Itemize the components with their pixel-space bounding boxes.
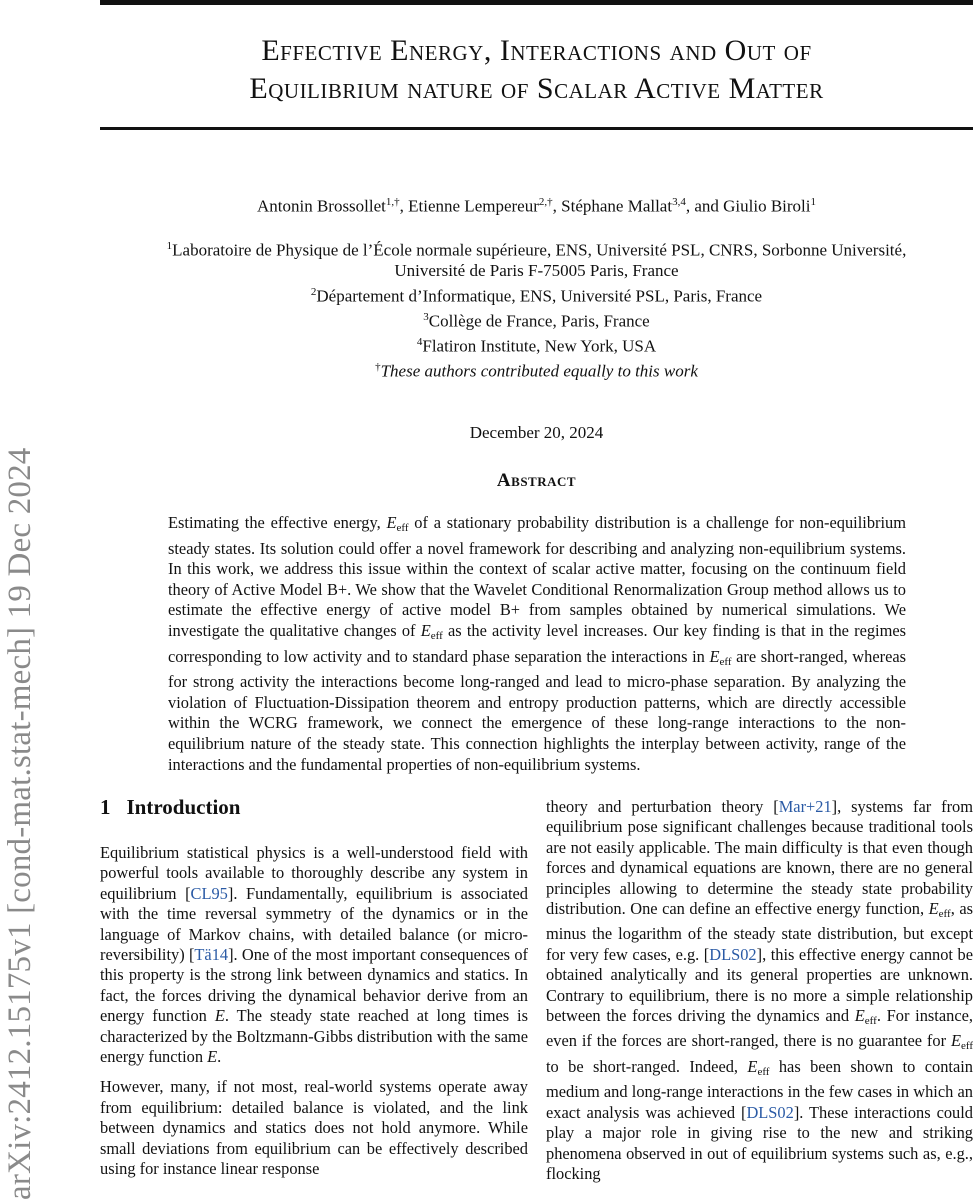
body-text: Equilibrium statistical physics is a well-understood field with powerful tools available to thoroughly describe any system in equilibrium [ (100, 843, 528, 903)
math-e-eff (854, 1006, 877, 1028)
body-text: . The steady state reached at long times is characterized by the Boltzmann-Gibbs distribution with the same energy function (100, 1006, 528, 1067)
affiliation-text: Laboratoire de Physique de l’École normale supérieure, ENS, Université PSL, CNRS, Sorbonne Université, (172, 240, 907, 260)
abstract-heading: Abstract (496, 470, 577, 491)
citation-link[interactable]: Mar+21 (778, 797, 832, 816)
math-subscript: eff (960, 1040, 973, 1053)
affiliation-mark: 1 (166, 240, 173, 252)
intro-paragraph-2-cont (546, 797, 973, 1184)
body-text: ], systems far from equilibrium pose significant challenges because traditional tools are not easily applicable. The main difficulty is that even though forces and dynamical equations are known, there are no general principles allowing to determine the steady state probability distribution. One can define an effective energy function, (546, 797, 973, 919)
abstract-body (168, 513, 906, 775)
body-text: ]. Fundamentally, equilibrium is associated with the time reversal symmetry of the dynamics or in the language of Markov chains, with detailed balance (or micro-reversibility) [ (100, 883, 528, 965)
math-symbol: E (207, 1047, 218, 1067)
abstract-text: as the activity level increases. Our key finding is that in the regimes corresponding to low activity and to standard phase separation the interactions in (168, 620, 907, 666)
math-subscript: eff (938, 908, 951, 921)
math-symbol: E (950, 1031, 961, 1051)
publication-date: December 20, 2024 (469, 423, 604, 442)
affiliation-1-cont: Université de Paris F-75005 Paris, France (394, 261, 679, 281)
body-text: ], this effective energy cannot be obtained analytically and its general properties are unknown. Contrary to equilibrium, there is no more a simple relationship between the forces driving the dynamics and (546, 944, 973, 1026)
affiliation-mark: 3 (423, 310, 429, 323)
math-symbol: E (709, 646, 720, 666)
body-text: . (217, 1047, 222, 1067)
author-affil-mark: 3,4 (672, 196, 686, 208)
section-title: Introduction (126, 795, 241, 819)
abstract-text: of a stationary probability distribution is a challenge for non-equilibrium steady states. Its solution could offer a novel framework for describing and analyzing non-equilibrium systems. In this work, we address this issue within the context of scalar active matter, focusing on the continuum field theory of Active Model B+. We show that the Wavelet Conditional Renormalization Group method allows us to estimate the effective energy of active model B+ from samples obtained by numerical simulations. We investigate the qualitative changes of (168, 513, 906, 640)
equal-contribution-note (100, 357, 973, 382)
math-e-eff (387, 513, 409, 532)
affiliation-4 (100, 332, 973, 357)
affiliation-1 (100, 236, 973, 261)
footnote-text: These authors contributed equally to this work (380, 361, 698, 381)
intro-left-column (100, 843, 528, 1190)
math-subscript: eff (430, 629, 443, 642)
author-separator: , (399, 196, 409, 216)
body-text: has been shown to contain medium and long-range interactions in the few cases in which an exact analysis was achieved [ (546, 1056, 973, 1122)
abstract-text: Estimating the effective energy, (168, 513, 387, 532)
author-name: Giulio Biroli (723, 196, 811, 216)
section-number: 1 (100, 795, 111, 819)
intro-paragraph-1 (100, 843, 528, 1067)
author-name: Stéphane Mallat (561, 196, 673, 216)
citation-link[interactable]: Tä14 (194, 945, 229, 965)
math-e-eff (421, 621, 443, 640)
title-rule-bottom (100, 127, 973, 130)
title-line-1: Effective Energy, Interactions and Out of (261, 34, 812, 67)
body-text: , as minus the logarithm of the steady state distribution, but except for very few cases, e.g. [ (546, 899, 973, 964)
author-name: Antonin Brossollet (256, 196, 386, 216)
arxiv-id-text: arXiv:2412.15175v1 [cond-mat.stat-mech] 19 Dec 2024 (2, 447, 38, 1200)
title-line-2: Equilibrium nature of Scalar Active Matter (249, 72, 824, 105)
affiliation-text: Collège de France, Paris, France (428, 311, 650, 331)
footnote-mark: † (375, 361, 381, 374)
paper-title (100, 32, 973, 108)
affiliation-text: Département d’Informatique, ENS, Université PSL, Paris, France (316, 286, 763, 306)
author-separator: , (552, 196, 562, 216)
math-e-eff (709, 647, 731, 666)
affiliation-mark: 2 (310, 285, 317, 298)
author-affil-mark: 1 (810, 196, 817, 208)
math-subscript: eff (757, 1065, 770, 1078)
author-affil-mark: 1,† (385, 196, 400, 208)
body-text: ]. One of the most important consequences of this property is the strong link between dynamics and statics. In fact, the forces driving the dynamical behavior derive from an energy function (100, 945, 528, 1026)
intro-paragraph-2: However, many, if not most, real-world systems operate away from equilibrium: detailed balance is violated, and the link between dynamics and statics does not hold anymore. While small deviations from equilibrium can be effectively described using for instance linear response (100, 1077, 528, 1179)
body-text: ]. These interactions could play a major role in giving rise to the new and striking phenomena observed in out of equilibrium systems such as, e.g., flocking (546, 1102, 973, 1183)
author-affil-mark: 2,† (538, 196, 553, 208)
math-subscript: eff (864, 1015, 877, 1028)
math-e-eff (928, 899, 951, 921)
citation-link[interactable]: DLS02 (709, 944, 757, 964)
author-name: Etienne Lempereur (408, 196, 539, 216)
math-subscript: eff (719, 655, 732, 668)
affiliation-mark: 4 (416, 335, 423, 348)
body-text: to be short-ranged. Indeed, (546, 1056, 748, 1076)
citation-link[interactable]: DLS02 (746, 1102, 794, 1122)
citation-link[interactable]: CL95 (190, 883, 228, 903)
body-text: theory and perturbation theory [ (546, 797, 779, 816)
abstract-paragraph (168, 513, 906, 775)
author-list (100, 196, 973, 217)
affiliation-2 (100, 282, 973, 307)
math-symbol: E (386, 513, 397, 532)
math-e-eff (950, 1031, 973, 1053)
affiliations (100, 236, 973, 382)
math-symbol: E (928, 899, 939, 919)
title-rule-top (100, 0, 973, 5)
abstract-text: are short-ranged, whereas for strong activity the interactions become long-ranged and lead to micro-phase separation. By analyzing the violation of Fluctuation-Dissipation theorem and entropy production patterns, which are directly accessible within the WCRG framework, we connect the emergence of these long-range interactions to the non-equilibrium nature of the steady state. This connection highlights the interplay between activity, range of the interactions and the fundamental properties of non-equilibrium systems. (168, 646, 906, 774)
math-subscript: eff (396, 522, 409, 534)
arxiv-identifier-sidebar (2, 160, 42, 1200)
section-heading-introduction (100, 795, 240, 820)
math-symbol: E (214, 1006, 225, 1026)
author-separator: , and (685, 196, 724, 216)
math-e-eff (747, 1057, 769, 1076)
math-symbol: E (747, 1056, 758, 1076)
math-symbol: E (854, 1006, 865, 1026)
affiliation-text: Flatiron Institute, New York, USA (422, 336, 657, 356)
math-symbol: E (420, 620, 431, 640)
body-text: . For instance, even if the forces are short-ranged, there is no guarantee for (546, 1006, 973, 1051)
affiliation-3 (100, 307, 973, 332)
intro-right-column (546, 797, 973, 1184)
